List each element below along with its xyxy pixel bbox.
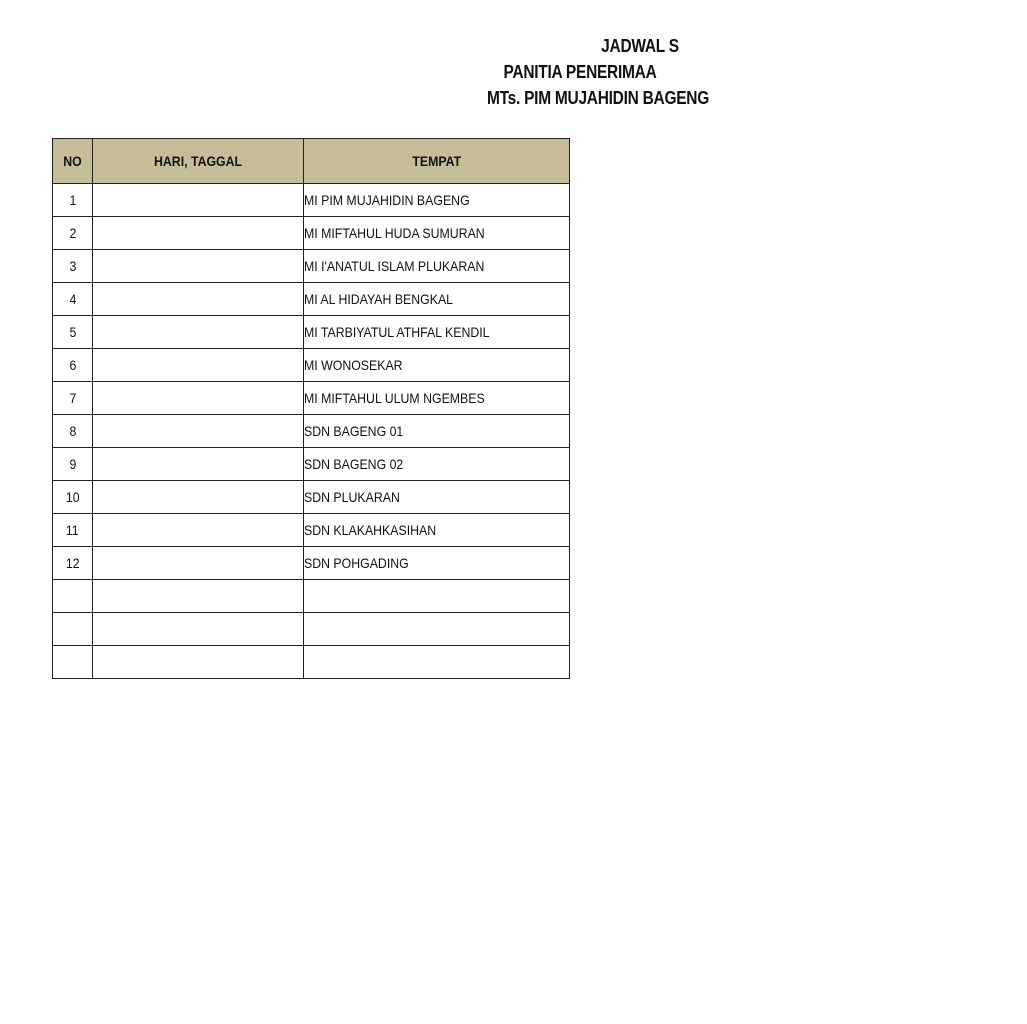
row-date-cell [93,382,304,415]
table-row [53,646,570,679]
row-number-cell: 1 [53,184,93,217]
row-date-cell [93,349,304,382]
row-place-cell: MI PIM MUJAHIDIN BAGENG [304,184,570,217]
table-row [53,448,570,481]
table-row [53,316,570,349]
table-row [53,349,570,382]
row-number-cell [53,646,93,679]
row-date-cell [93,184,304,217]
row-number-cell: 9 [53,448,93,481]
table-row [53,283,570,316]
row-date-cell [93,481,304,514]
document-subtitle-school: MTs. PIM MUJAHIDIN BAGENG [486,88,710,108]
row-place-cell: SDN POHGADING [304,547,570,580]
row-number-cell: 11 [53,514,93,547]
column-header-date: HARI, TAGGAL [93,139,304,184]
row-date-cell [93,415,304,448]
document-subtitle-committee: PANITIA PENERIMAA [503,62,657,82]
row-number-cell: 8 [53,415,93,448]
row-date-cell [93,283,304,316]
table-row [53,217,570,250]
table-row [53,481,570,514]
table-row [53,580,570,613]
row-place-cell [304,646,570,679]
row-place-cell: SDN BAGENG 02 [304,448,570,481]
row-number-cell: 12 [53,547,93,580]
row-number-cell: 2 [53,217,93,250]
row-place-cell: SDN KLAKAHKASIHAN [304,514,570,547]
document-title: JADWAL S [601,36,679,56]
column-header-no: NO [53,139,93,184]
row-date-cell [93,646,304,679]
table-row [53,613,570,646]
row-number-cell [53,580,93,613]
row-place-cell: MI TARBIYATUL ATHFAL KENDIL [304,316,570,349]
schedule-table [52,138,570,679]
row-date-cell [93,613,304,646]
row-place-cell: SDN PLUKARAN [304,481,570,514]
table-row [53,250,570,283]
table-row [53,415,570,448]
row-number-cell: 4 [53,283,93,316]
row-number-cell: 10 [53,481,93,514]
row-date-cell [93,547,304,580]
row-place-cell: SDN BAGENG 01 [304,415,570,448]
row-number-cell: 3 [53,250,93,283]
row-date-cell [93,217,304,250]
row-date-cell [93,250,304,283]
row-number-cell: 6 [53,349,93,382]
row-place-cell: MI I'ANATUL ISLAM PLUKARAN [304,250,570,283]
row-number-cell: 7 [53,382,93,415]
row-date-cell [93,316,304,349]
table-header-row [53,139,570,184]
table-row [53,184,570,217]
table-row [53,547,570,580]
row-place-cell: MI MIFTAHUL HUDA SUMURAN [304,217,570,250]
row-place-cell: MI WONOSEKAR [304,349,570,382]
row-place-cell [304,580,570,613]
row-number-cell [53,613,93,646]
row-date-cell [93,448,304,481]
table-row [53,514,570,547]
row-place-cell: MI MIFTAHUL ULUM NGEMBES [304,382,570,415]
column-header-place: TEMPAT [304,139,570,184]
row-date-cell [93,580,304,613]
row-date-cell [93,514,304,547]
row-place-cell: MI AL HIDAYAH BENGKAL [304,283,570,316]
row-place-cell [304,613,570,646]
table-row [53,382,570,415]
row-number-cell: 5 [53,316,93,349]
